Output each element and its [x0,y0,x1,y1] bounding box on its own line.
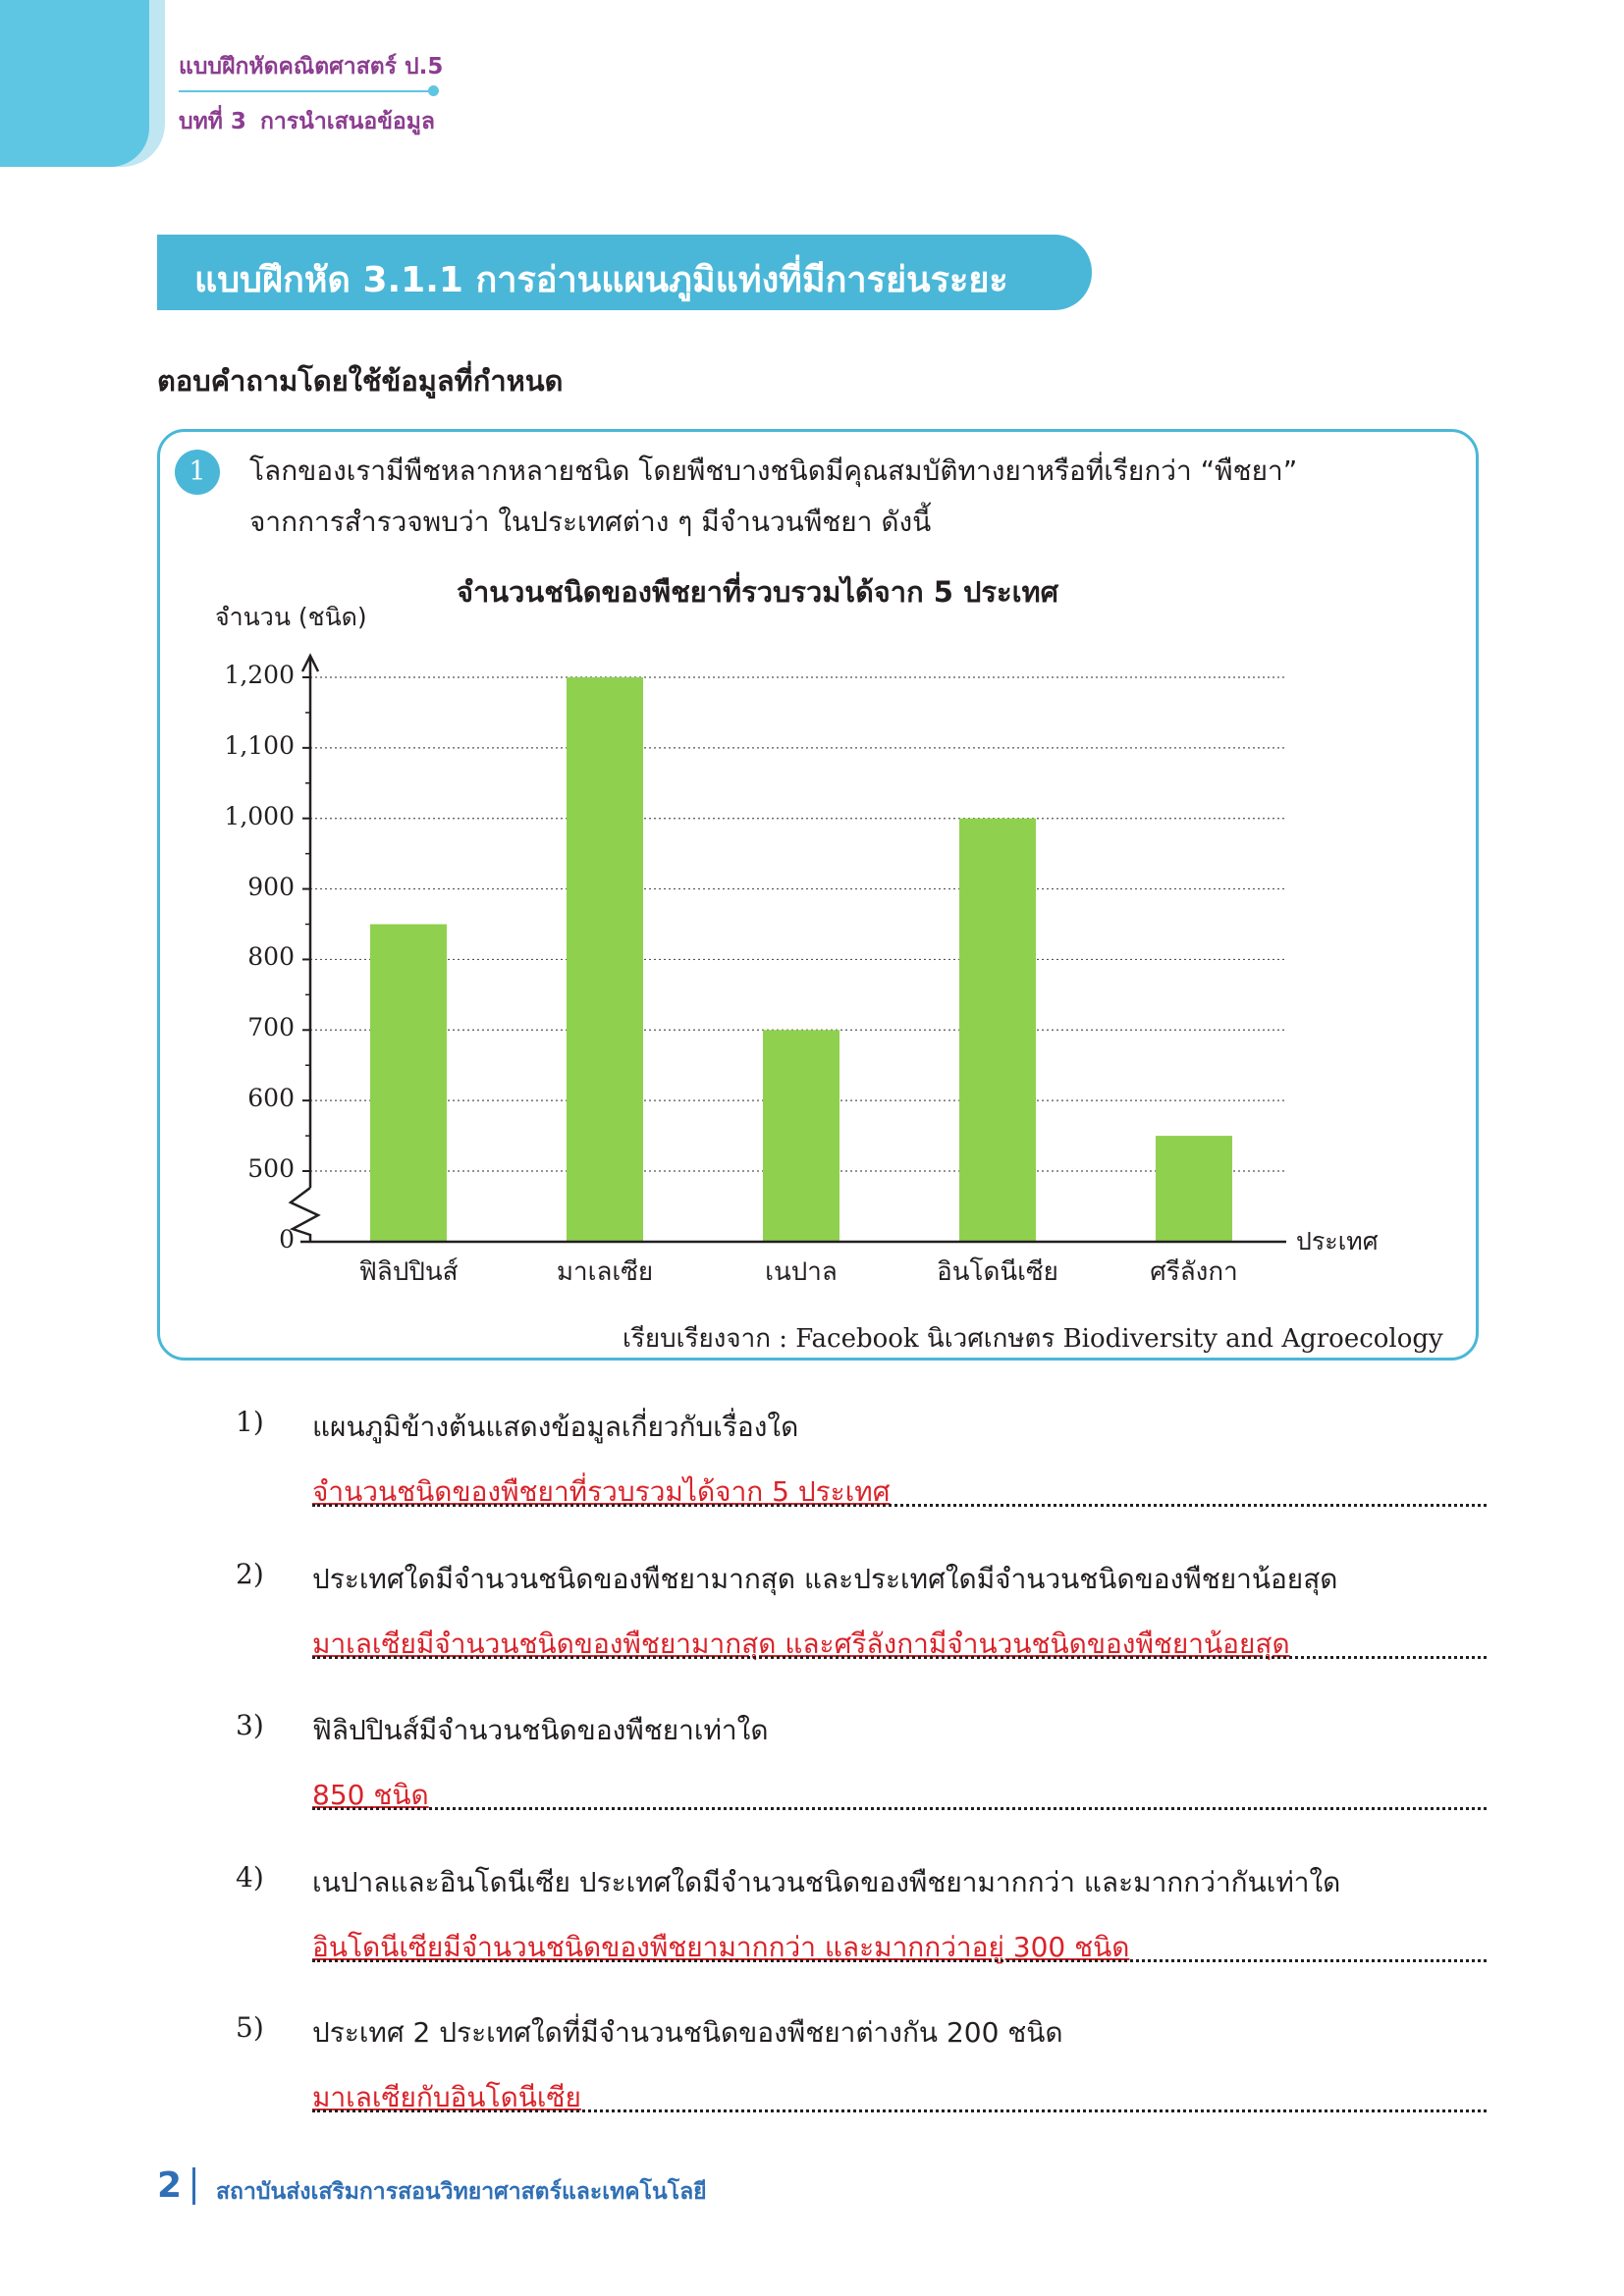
question-text: ฟิลิปปินส์มีจำนวนชนิดของพืชยาเท่าใด [312,1714,769,1746]
intro-line-2: จากการสำรวจพบว่า ในประเทศต่าง ๆ มีจำนวนพืชยา ดังนี้ [249,506,932,538]
bar [1156,1136,1232,1242]
x-tick-label: มาเลเซีย [556,1257,654,1287]
answer-line [312,2109,1487,2112]
y-axis-label: จำนวน (ชนิด) [215,603,367,631]
bar [959,819,1036,1242]
x-tick-label: ศรีลังกา [1150,1257,1238,1287]
page-number: 2 [157,2165,183,2206]
instruction: ตอบคำถามโดยใช้ข้อมูลที่กำหนด [157,364,564,398]
exercise-title: แบบฝึกหัด 3.1.1 การอ่านแผนภูมิแท่งที่มีการย่นระยะ [194,260,1008,300]
chapter-title: การนำเสนอข้อมูล [259,109,435,134]
question-text: เนปาลและอินโดนีเซีย ประเทศใดมีจำนวนชนิดของพืชยามากกว่า และมากกว่ากันเท่าใด [312,1866,1341,1898]
answer-line [312,1959,1487,1962]
x-tick-label: อินโดนีเซีย [937,1257,1058,1287]
answer-line [312,1504,1487,1507]
publisher-name: สถาบันส่งเสริมการสอนวิทยาศาสตร์และเทคโนโลยี [216,2179,707,2205]
intro-line-1: โลกของเรามีพืชหลากหลายชนิด โดยพืชบางชนิดมีคุณสมบัติทางยาหรือที่เรียกว่า “พืชยา” [249,454,1298,487]
x-tick-label: เนปาล [765,1257,838,1287]
answer-text: จำนวนชนิดของพืชยาที่รวบรวมได้จาก 5 ประเทศ [312,1475,891,1508]
y-tick-label: 0 [279,1225,295,1254]
y-tick-label: 1,100 [224,730,295,760]
answer-text: มาเลเซียกับอินโดนีเซีย [312,2081,581,2113]
question-text: ประเทศ 2 ประเทศใดที่มีจำนวนชนิดของพืชยาต่างกัน 200 ชนิด [312,2016,1063,2049]
bar [763,1030,839,1242]
y-tick-label: 1,200 [224,661,295,689]
y-tick-label: 900 [247,872,295,901]
answer-line [312,1656,1487,1659]
footer-divider [192,2167,195,2205]
chart-title: จำนวนชนิดของพืชยาที่รวบรวมได้จาก 5 ประเทศ [457,575,1059,609]
y-tick-label: 1,000 [224,801,295,830]
y-tick-label: 800 [247,942,295,972]
y-tick-label: 600 [247,1084,295,1113]
y-tick-label: 500 [247,1154,295,1183]
answer-text: อินโดนีเซียมีจำนวนชนิดของพืชยามากกว่า และมากกว่าอยู่ 300 ชนิด [312,1931,1130,1963]
question-number: 4) [236,1861,264,1894]
question-text: แผนภูมิข้างต้นแสดงข้อมูลเกี่ยวกับเรื่องใด [312,1411,799,1443]
bar [567,677,643,1242]
chapter-number: บทที่ 3 [179,109,246,134]
question-number-badge: 1 [175,450,220,495]
question-number: 2) [236,1558,264,1590]
answer-text: มาเลเซียมีจำนวนชนิดของพืชยามากสุด และศรีลังกามีจำนวนชนิดของพืชยาน้อยสุด [312,1628,1290,1660]
axis-break-zigzag [291,1188,318,1242]
answer-line [312,1807,1487,1810]
question-number: 3) [236,1709,264,1741]
question-text: ประเทศใดมีจำนวนชนิดของพืชยามากสุด และประเทศใดมีจำนวนชนิดของพืชยาน้อยสุด [312,1563,1338,1595]
question-number: 1) [236,1406,264,1438]
x-axis-label: ประเทศ [1296,1227,1379,1255]
answer-text: 850 ชนิด [312,1779,429,1811]
bar [370,925,447,1243]
book-title: แบบฝึกหัดคณิตศาสตร์ ป.5 [179,54,444,80]
chart-source: เรียบเรียงจาก : Facebook นิเวศเกษตร Biodiversity and Agroecology [623,1324,1443,1354]
y-tick-label: 700 [247,1013,295,1042]
question-number: 5) [236,2011,264,2044]
x-tick-label: ฟิลิปปินส์ [358,1257,459,1287]
